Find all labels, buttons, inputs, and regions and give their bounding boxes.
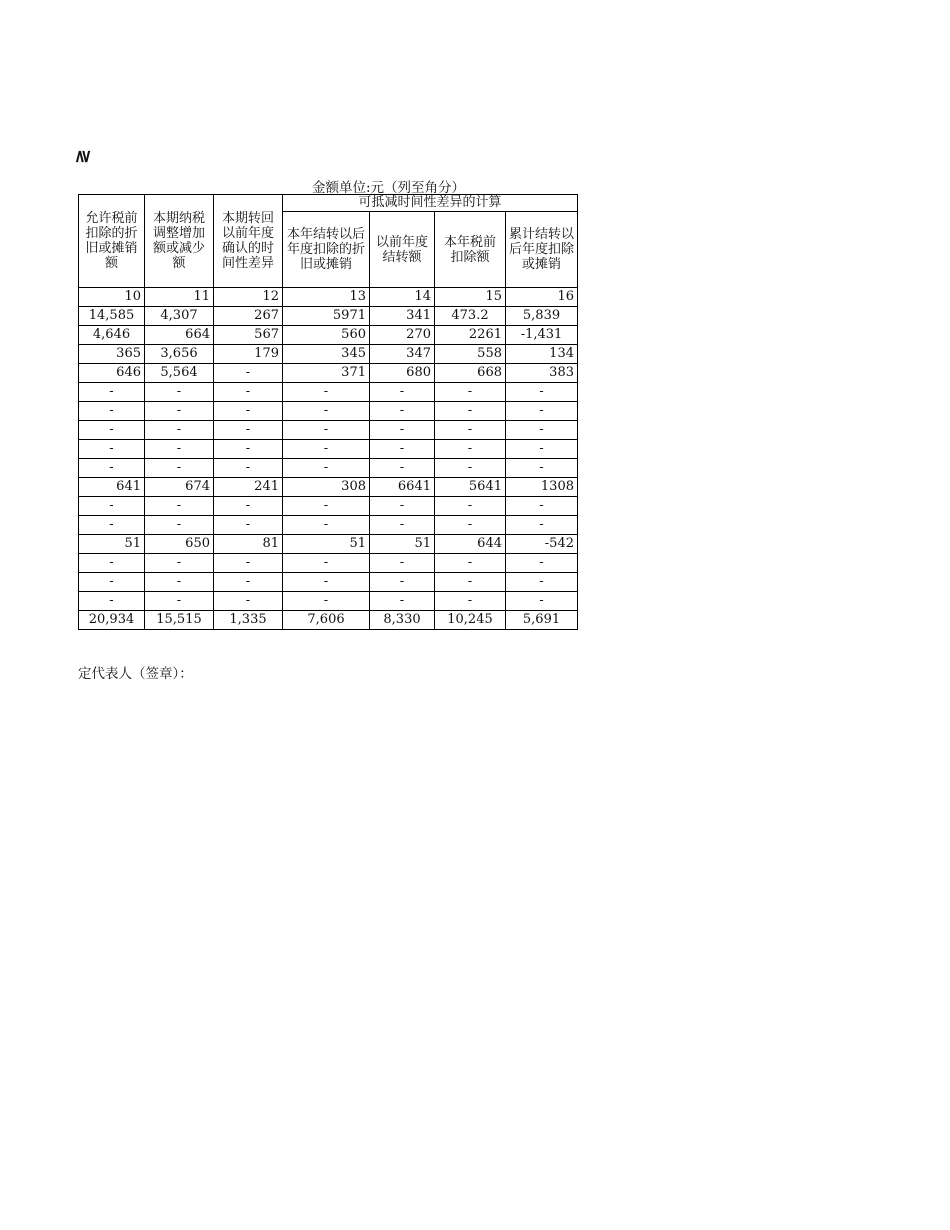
column-number: 15: [435, 288, 506, 307]
table-cell: 2261: [435, 326, 506, 345]
table-cell: 5,691: [506, 611, 578, 630]
table-row: [79, 326, 578, 345]
table-cell: -: [370, 592, 435, 611]
table-cell: -: [370, 497, 435, 516]
table-cell: -: [435, 402, 506, 421]
table-cell: -: [370, 554, 435, 573]
table-cell: 567: [214, 326, 283, 345]
table-cell: 5971: [283, 307, 370, 326]
column-number: 16: [506, 288, 578, 307]
table-cell: -: [283, 592, 370, 611]
table-cell: 560: [283, 326, 370, 345]
table-row: [79, 573, 578, 592]
table-cell: 308: [283, 478, 370, 497]
table-cell: 383: [506, 364, 578, 383]
table-cell: 1308: [506, 478, 578, 497]
column-number: 14: [370, 288, 435, 307]
table-cell: -: [145, 516, 214, 535]
table-cell: -: [283, 516, 370, 535]
table-cell: -: [145, 554, 214, 573]
table-cell: -: [506, 421, 578, 440]
table-cell: 267: [214, 307, 283, 326]
table-cell: 4,646: [79, 326, 145, 345]
table-cell: 345: [283, 345, 370, 364]
table-cell: -: [145, 497, 214, 516]
unit-note: 金额单位:元（列至角分）: [312, 180, 466, 196]
table-row: [79, 421, 578, 440]
table-cell: -: [145, 440, 214, 459]
table-cell: -: [435, 459, 506, 478]
table-cell: -: [145, 592, 214, 611]
table-cell: -: [79, 459, 145, 478]
table-cell: -: [79, 402, 145, 421]
column-header: 累计结转以后年度扣除或摊销: [506, 212, 578, 288]
table-row: [79, 554, 578, 573]
table-cell: -: [506, 592, 578, 611]
table-cell: -: [370, 459, 435, 478]
table-cell: -: [79, 516, 145, 535]
table-cell: 270: [370, 326, 435, 345]
table-cell: -: [370, 440, 435, 459]
table-cell: -: [214, 364, 283, 383]
table-cell: -: [435, 440, 506, 459]
table-cell: -: [145, 383, 214, 402]
table-cell: 5641: [435, 478, 506, 497]
table-cell: -1,431: [506, 326, 578, 345]
table-cell: 1,335: [214, 611, 283, 630]
table-cell: -: [145, 421, 214, 440]
table-cell: 341: [370, 307, 435, 326]
table-row: [79, 459, 578, 478]
column-header: 本期转回以前年度确认的时间性差异: [214, 195, 283, 288]
table-cell: -: [214, 421, 283, 440]
table-cell: -: [214, 592, 283, 611]
table-cell: -: [506, 383, 578, 402]
column-header: 本年税前扣除额: [435, 212, 506, 288]
table-cell: 646: [79, 364, 145, 383]
table-cell: 650: [145, 535, 214, 554]
table-cell: 558: [435, 345, 506, 364]
table-cell: -: [79, 383, 145, 402]
column-number: 13: [283, 288, 370, 307]
table-cell: -: [370, 421, 435, 440]
table-row: [79, 440, 578, 459]
table-cell: 664: [145, 326, 214, 345]
table-cell: 6641: [370, 478, 435, 497]
table-cell: 15,515: [145, 611, 214, 630]
table-cell: 134: [506, 345, 578, 364]
table-row: [79, 402, 578, 421]
column-header: 本期纳税调整增加额或减少额: [145, 195, 214, 288]
table-row: [79, 516, 578, 535]
table-row: [79, 383, 578, 402]
table-cell: -: [283, 573, 370, 592]
table-cell: 674: [145, 478, 214, 497]
table-cell: -: [506, 573, 578, 592]
table-cell: -: [370, 383, 435, 402]
table-cell: 51: [370, 535, 435, 554]
table-row: [79, 478, 578, 497]
table-cell: 51: [283, 535, 370, 554]
table-cell: 5,564: [145, 364, 214, 383]
table-cell: -: [214, 497, 283, 516]
table-cell: -: [214, 573, 283, 592]
table-cell: -: [435, 516, 506, 535]
column-number: 12: [214, 288, 283, 307]
table-cell: 14,585: [79, 307, 145, 326]
table-cell: 10,245: [435, 611, 506, 630]
table-cell: -: [145, 573, 214, 592]
table-row: [79, 592, 578, 611]
table-cell: -: [283, 554, 370, 573]
column-header: 以前年度结转额: [370, 212, 435, 288]
table-cell: -: [79, 592, 145, 611]
table-cell: 641: [79, 478, 145, 497]
table-cell: -542: [506, 535, 578, 554]
table-cell: -: [214, 440, 283, 459]
table-row: [79, 497, 578, 516]
table-cell: -: [145, 459, 214, 478]
table-cell: 347: [370, 345, 435, 364]
table-cell: -: [283, 383, 370, 402]
table-cell: -: [435, 573, 506, 592]
table-row: [79, 535, 578, 554]
table-row: [79, 307, 578, 326]
table-cell: -: [214, 459, 283, 478]
table-row: [79, 345, 578, 364]
table-cell: -: [79, 554, 145, 573]
table-cell: -: [506, 402, 578, 421]
table-cell: 4,307: [145, 307, 214, 326]
legal-rep-signature-label: 定代表人（签章）：: [78, 666, 193, 682]
table-cell: -: [79, 573, 145, 592]
table-cell: -: [506, 440, 578, 459]
total-row: [79, 611, 578, 630]
table-cell: -: [506, 554, 578, 573]
table-cell: -: [214, 516, 283, 535]
column-header: 本年结转以后年度扣除的折旧或摊销: [283, 212, 370, 288]
table-cell: 5,839: [506, 307, 578, 326]
table-cell: 7,606: [283, 611, 370, 630]
table-cell: -: [435, 421, 506, 440]
table-cell: 668: [435, 364, 506, 383]
table-cell: -: [283, 421, 370, 440]
table-cell: -: [145, 402, 214, 421]
table-cell: -: [435, 497, 506, 516]
table-cell: -: [79, 440, 145, 459]
column-number: 11: [145, 288, 214, 307]
table-cell: 51: [79, 535, 145, 554]
table-cell: 241: [214, 478, 283, 497]
table-cell: -: [283, 459, 370, 478]
table-cell: -: [506, 459, 578, 478]
table-cell: 473.2: [435, 307, 506, 326]
column-header: 允许税前扣除的折旧或摊销额: [79, 195, 145, 288]
table-cell: -: [435, 383, 506, 402]
table-cell: -: [370, 573, 435, 592]
table-cell: 644: [435, 535, 506, 554]
table-cell: 81: [214, 535, 283, 554]
table-cell: -: [506, 497, 578, 516]
column-number-row: [79, 288, 578, 307]
column-number: 10: [79, 288, 145, 307]
table-cell: -: [283, 402, 370, 421]
table-cell: -: [283, 497, 370, 516]
table-cell: -: [370, 402, 435, 421]
table-cell: -: [283, 440, 370, 459]
table-cell: 20,934: [79, 611, 145, 630]
table-cell: 365: [79, 345, 145, 364]
table-cell: -: [214, 554, 283, 573]
table-cell: 680: [370, 364, 435, 383]
group-header: 可抵减时间性差异的计算: [283, 195, 578, 212]
table-cell: -: [506, 516, 578, 535]
deduction-table: [78, 194, 578, 630]
table-cell: -: [435, 554, 506, 573]
table-cell: -: [214, 383, 283, 402]
table-cell: 3,656: [145, 345, 214, 364]
table-cell: -: [79, 421, 145, 440]
table-cell: -: [214, 402, 283, 421]
table-cell: 371: [283, 364, 370, 383]
table-cell: -: [79, 497, 145, 516]
table-cell: 179: [214, 345, 283, 364]
table-cell: -: [435, 592, 506, 611]
table-cell: 8,330: [370, 611, 435, 630]
table-row: [79, 364, 578, 383]
table-cell: -: [370, 516, 435, 535]
side-mark: ≷: [73, 148, 95, 165]
